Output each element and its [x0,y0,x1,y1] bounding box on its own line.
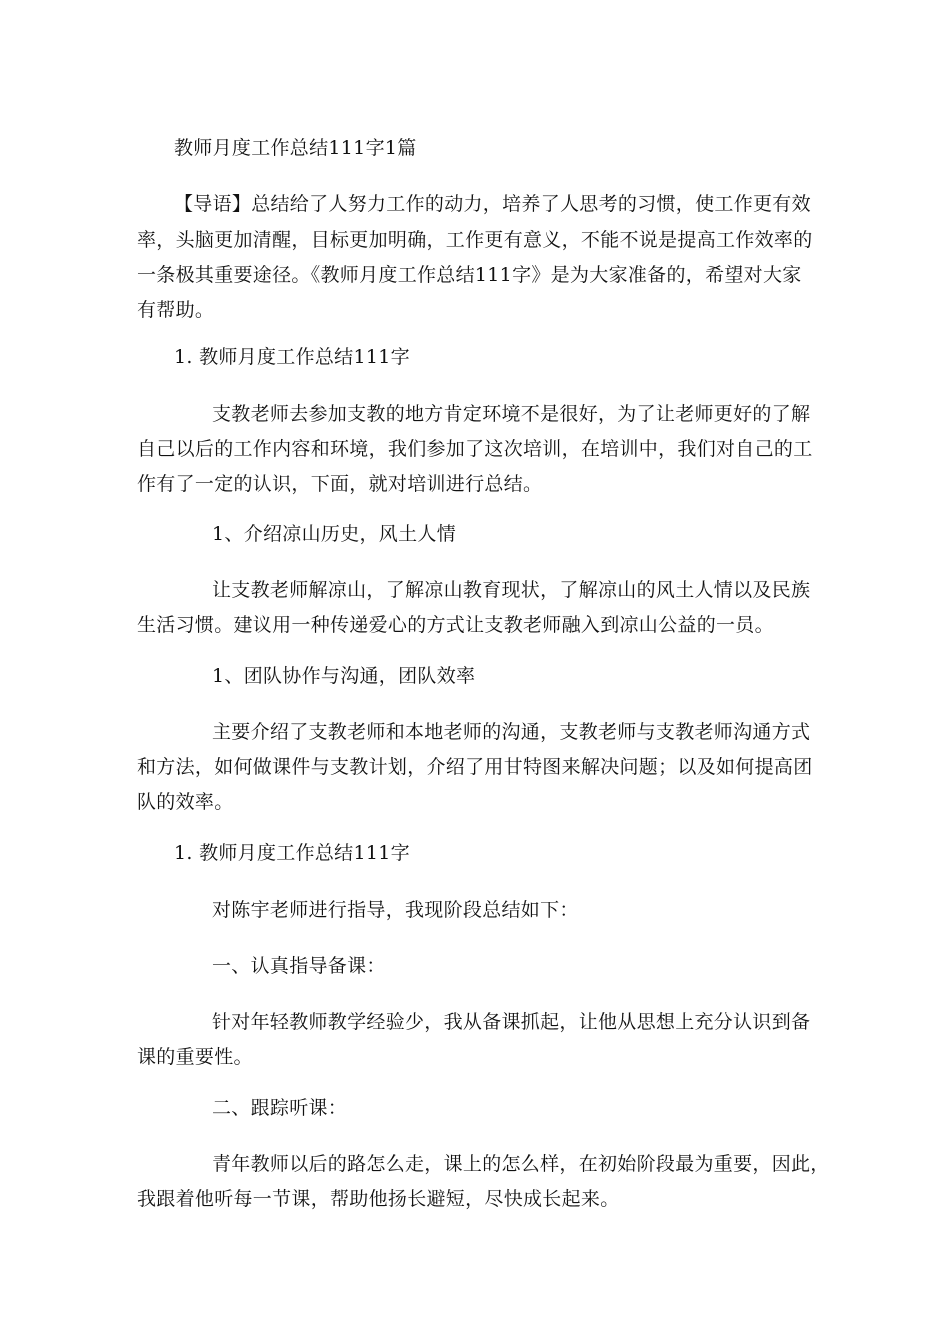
item1-heading: 一、认真指导备课： [212,955,386,977]
item1-para-line-2: 课的重要性。 [137,1046,253,1068]
section2-para: 对陈宇老师进行指导，我现阶段总结如下： [212,899,579,921]
sub2-heading: 1、团队协作与沟通，团队效率 [212,665,476,687]
item2-heading: 二、跟踪听课： [212,1097,348,1119]
intro-line-3: 一条极其重要途径。《教师月度工作总结111字》是为大家准备的，希望对大家 [137,264,802,286]
sub1-heading: 1、介绍凉山历史，风土人情 [212,523,456,545]
intro-line-2: 率，头脑更加清醒，目标更加明确，工作更有意义，不能不说是提高工作效率的 [137,229,813,251]
item2-para-line-2: 我跟着他听每一节课，帮助他扬长避短，尽快成长起来。 [137,1188,620,1210]
section1-para-line-2: 自己以后的工作内容和环境，我们参加了这次培训，在培训中，我们对自己的工 [137,438,813,460]
section1-para-line-1: 支教老师去参加支教的地方肯定环境不是很好，为了让老师更好的了解 [212,403,811,425]
section1-para-line-3: 作有了一定的认识，下面，就对培训进行总结。 [137,473,543,495]
section1-heading: 1. 教师月度工作总结111字 [174,346,410,368]
sub2-para-line-3: 队的效率。 [137,791,234,813]
document-title: 教师月度工作总结111字1篇 [174,137,417,159]
sub2-para-line-1: 主要介绍了支教老师和本地老师的沟通，支教老师与支教老师沟通方式 [212,721,811,743]
item1-para-line-1: 针对年轻教师教学经验少，我从备课抓起，让他从思想上充分认识到备 [212,1011,811,1033]
intro-line-1: 【导语】总结给了人努力工作的动力，培养了人思考的习惯，使工作更有效 [174,193,811,215]
sub1-para-line-2: 生活习惯。建议用一种传递爱心的方式让支教老师融入到凉山公益的一员。 [137,614,774,636]
sub2-para-line-2: 和方法，如何做课件与支教计划，介绍了用甘特图来解决问题；以及如何提高团 [137,756,813,778]
item2-para-line-1: 青年教师以后的路怎么走，课上的怎么样，在初始阶段最为重要，因此， [212,1153,830,1175]
section2-heading: 1. 教师月度工作总结111字 [174,842,410,864]
intro-line-4: 有帮助。 [137,299,215,321]
sub1-para-line-1: 让支教老师解凉山，了解凉山教育现状，了解凉山的风土人情以及民族 [212,579,811,601]
